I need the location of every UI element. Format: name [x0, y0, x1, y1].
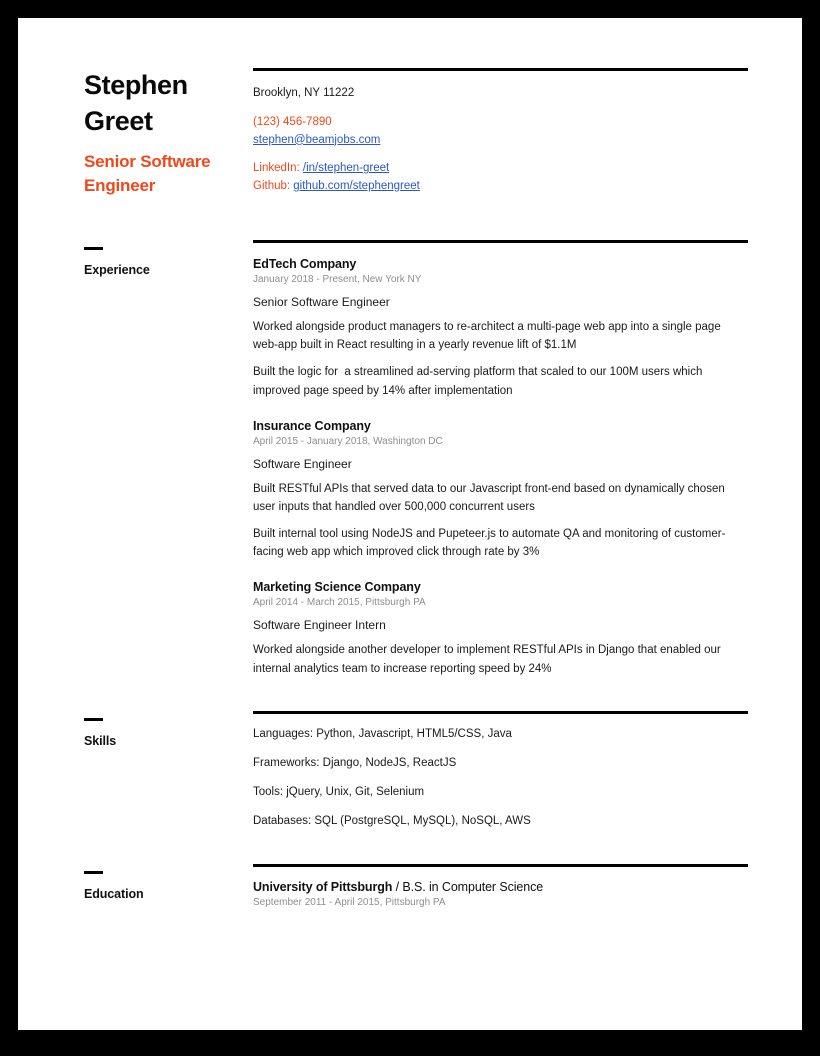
skill-line: Languages: Python, Javascript, HTML5/CSS, Java	[253, 727, 512, 740]
first-name: Stephen	[84, 70, 188, 100]
skills-section	[18, 711, 802, 831]
education-content	[253, 864, 802, 908]
education-section-label-block	[18, 864, 253, 901]
email-link[interactable]: stephen@beamjobs.com	[253, 133, 381, 146]
experience-role: Software Engineer	[253, 456, 352, 471]
header-bottom-spacer	[18, 199, 802, 240]
contact-github-row	[253, 178, 748, 196]
section-dash-icon	[84, 718, 103, 721]
contact-spacer-2	[253, 149, 748, 160]
experience-bullet: Worked alongside another developer to implement RESTful APIs in Django that enabled our internal analytics team to increase reporting speed by 24%	[253, 644, 724, 675]
contact-spacer-1	[253, 103, 748, 114]
experience-entry	[253, 580, 748, 677]
experience-meta: April 2014 - March 2015, Pittsburgh PA	[253, 597, 426, 609]
experience-bullet: Worked alongside product managers to re-architect a multi-page web app into a single page web-app built in React resulting in a yearly revenue lift of $1.1M	[253, 321, 724, 352]
skills-bottom-spacer	[18, 831, 802, 864]
resume-page	[18, 18, 802, 1030]
name-block	[18, 68, 253, 199]
experience-company: Insurance Company	[253, 418, 371, 433]
experience-bullet: Built internal tool using NodeJS and Pupeteer.js to automate QA and monitoring of customer-facing web app which improved click through rate by 3%	[253, 528, 726, 559]
education-section	[18, 864, 802, 908]
headline-job-title: Senior Software Engineer	[84, 151, 211, 196]
experience-meta: April 2015 - January 2018, Washington DC	[253, 435, 443, 447]
contact-location: Brooklyn, NY 11222	[253, 87, 355, 99]
experience-section-label: Experience	[84, 263, 150, 278]
experience-role: Software Engineer Intern	[253, 618, 386, 633]
education-school: University of Pittsburgh	[253, 879, 393, 894]
education-degree: / B.S. in Computer Science	[392, 879, 544, 894]
section-dash-icon	[84, 247, 103, 250]
skills-content	[253, 711, 802, 831]
contact-email-row	[253, 132, 748, 150]
experience-entry	[253, 257, 748, 400]
experience-section	[18, 240, 802, 678]
skill-line: Databases: SQL (PostgreSQL, MySQL), NoSQL, AWS	[253, 815, 531, 828]
experience-bullet: Built the logic for a streamlined ad-serving platform that scaled to our 100M users which improved page speed by 14% after implementation	[253, 366, 706, 397]
skill-line: Tools: jQuery, Unix, Git, Selenium	[253, 786, 425, 799]
skills-section-label-block	[18, 711, 253, 748]
linkedin-label: LinkedIn:	[253, 162, 300, 175]
experience-company: EdTech Company	[253, 257, 357, 272]
experience-meta: January 2018 - Present, New York NY	[253, 274, 422, 286]
skill-line: Frameworks: Django, NodeJS, ReactJS	[253, 756, 457, 769]
contact-block	[253, 68, 802, 196]
skills-section-label: Skills	[84, 733, 117, 748]
github-label: Github:	[253, 180, 291, 193]
education-school-line	[253, 880, 748, 894]
experience-bullet: Built RESTful APIs that served data to our Javascript front-end based on dynamically chosen user inputs that handled over 500,000 concurrent users	[253, 482, 728, 513]
experience-content	[253, 240, 802, 678]
last-name: Greet	[84, 105, 153, 136]
education-section-label: Education	[84, 886, 144, 901]
education-meta: September 2011 - April 2015, Pittsburgh PA	[253, 896, 446, 908]
experience-entry	[253, 419, 748, 562]
linkedin-link[interactable]: /in/stephen-greet	[302, 162, 390, 175]
contact-phone: (123) 456-7890	[253, 115, 332, 128]
education-entry	[253, 867, 748, 908]
github-link[interactable]: github.com/stephengreet	[293, 180, 420, 193]
experience-role: Senior Software Engineer	[253, 295, 390, 310]
experience-section-label-block	[18, 240, 253, 277]
experience-bottom-spacer	[18, 678, 802, 711]
section-dash-icon	[84, 871, 103, 874]
experience-company: Marketing Science Company	[253, 580, 421, 595]
skills-list	[253, 714, 748, 831]
header-section	[18, 18, 802, 199]
experience-entries	[253, 243, 748, 678]
contact-linkedin-row	[253, 160, 748, 178]
